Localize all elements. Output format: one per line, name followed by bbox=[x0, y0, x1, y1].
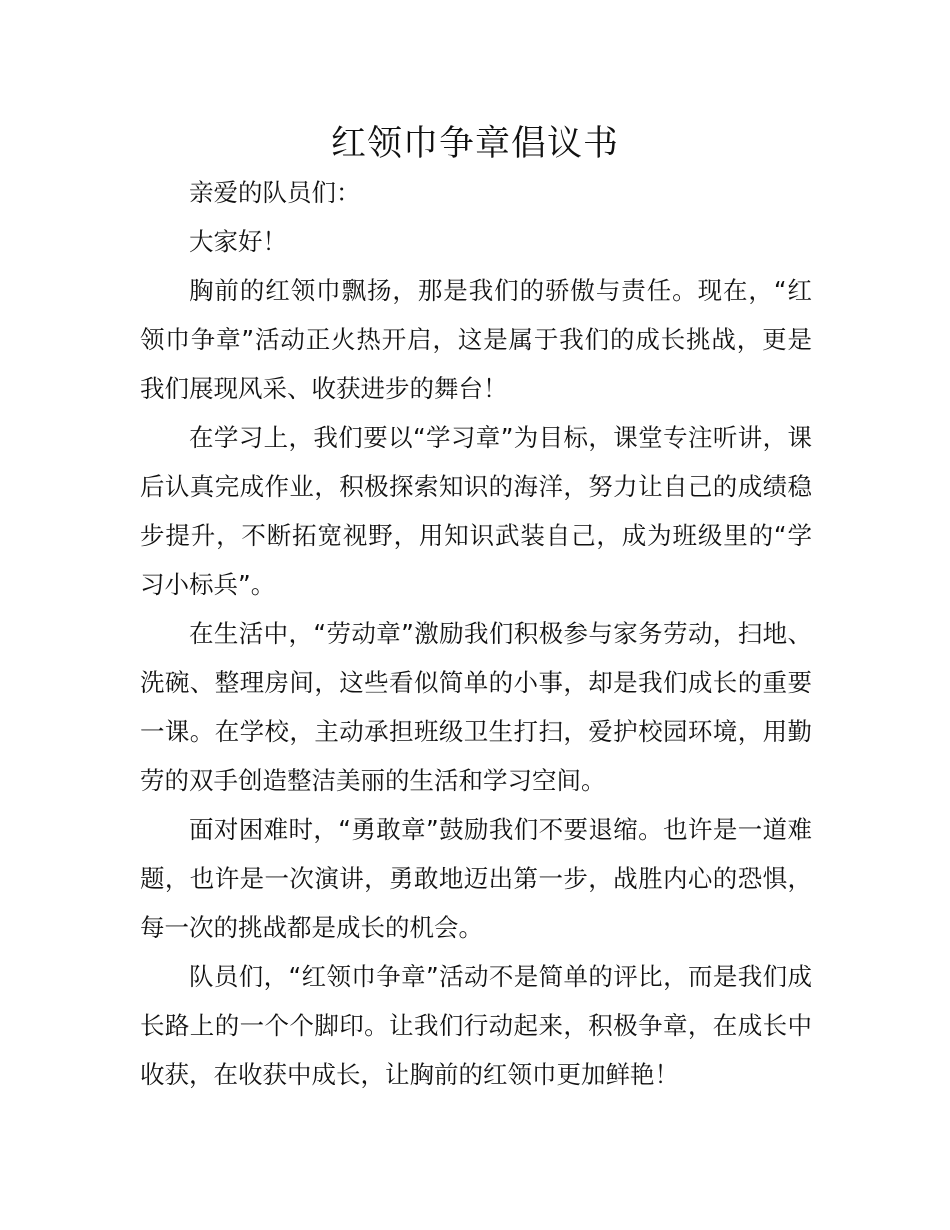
closing-paragraph: 队员们，“红领巾争章”活动不是简单的评比，而是我们成长路上的一个个脚印。让我们行动起来，积极争章，在成长中收获，在收获中成长，让胸前的红领巾更加鲜艳！ bbox=[140, 962, 812, 1089]
document-body bbox=[140, 168, 812, 1099]
courage-badge-paragraph: 面对困难时，“勇敢章”鼓励我们不要退缩。也许是一道难题，也许是一次演讲，勇敢地迈出第一步，战胜内心的恐惧，每一次的挑战都是成长的机会。 bbox=[140, 815, 812, 942]
labor-badge-paragraph: 在生活中，“劳动章”激励我们积极参与家务劳动，扫地、洗碗、整理房间，这些看似简单的小事，却是我们成长的重要一课。在学校，主动承担班级卫生打扫，爱护校园环境，用勤劳的双手创造整洁美丽的生活和学习空间。 bbox=[140, 619, 812, 795]
salutation-paragraph: 亲爱的队员们： bbox=[189, 178, 361, 207]
document-title: 红领巾争章倡议书 bbox=[330, 124, 619, 164]
study-badge-paragraph: 在学习上，我们要以“学习章”为目标，课堂专注听讲，课后认真完成作业，积极探索知识的海洋，努力让自己的成绩稳步提升，不断拓宽视野，用知识武装自己，成为班级里的“学习小标兵”。 bbox=[140, 423, 812, 599]
greeting-paragraph: 大家好！ bbox=[189, 227, 287, 256]
intro-paragraph: 胸前的红领巾飘扬，那是我们的骄傲与责任。现在，“红领巾争章”活动正火热开启，这是属于我们的成长挑战，更是我们展现风采、收获进步的舞台！ bbox=[140, 276, 812, 403]
